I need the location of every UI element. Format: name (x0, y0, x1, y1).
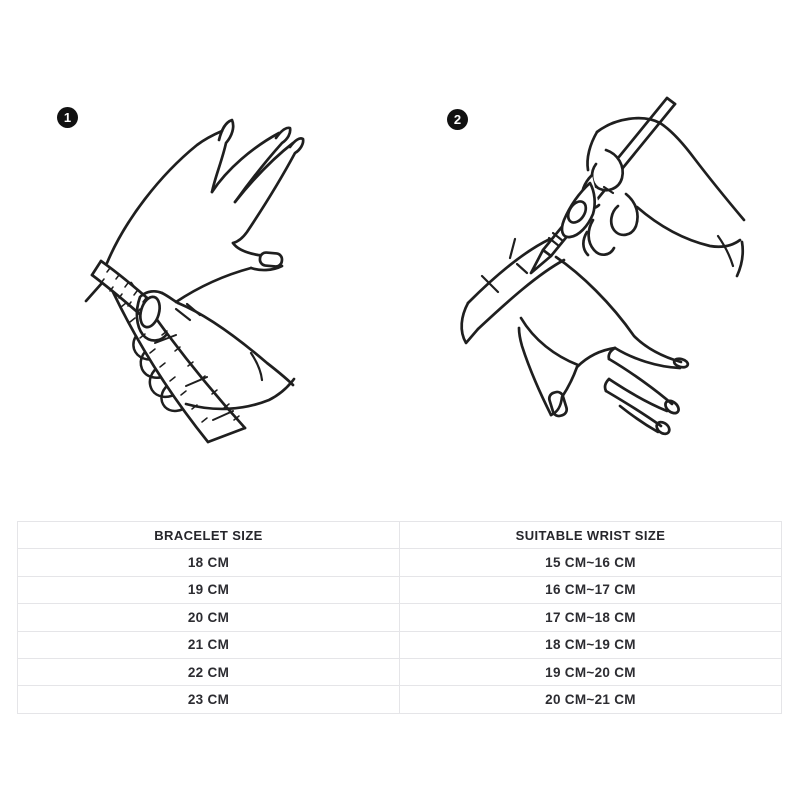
bracelet-size-cell: 23 CM (18, 686, 400, 713)
gripping-hand (562, 118, 744, 276)
step-2-number: 2 (453, 112, 462, 127)
measure-wrist-with-tape-illustration (55, 95, 375, 475)
table-header-bracelet-size: BRACELET SIZE (18, 522, 400, 549)
table-row (18, 604, 782, 631)
table-row (18, 549, 782, 576)
table-header-row (18, 522, 782, 549)
table-row (18, 658, 782, 685)
wrist-size-cell: 19 CM~20 CM (400, 658, 782, 685)
lower-hand (519, 257, 689, 436)
mark-tape-with-pen-illustration (430, 90, 770, 480)
bracelet-size-table (17, 521, 782, 714)
bracelet-size-cell: 21 CM (18, 631, 400, 658)
table-row (18, 686, 782, 713)
table-header-suitable-wrist-size: SUITABLE WRIST SIZE (400, 522, 782, 549)
wrist-size-cell: 16 CM~17 CM (400, 576, 782, 603)
wrist-size-cell: 20 CM~21 CM (400, 686, 782, 713)
bracelet-size-cell: 19 CM (18, 576, 400, 603)
table-row (18, 631, 782, 658)
measured-hand (107, 120, 303, 302)
middle-finger-nail (663, 398, 681, 415)
bracelet-size-cell: 18 CM (18, 549, 400, 576)
thumb-nail (259, 252, 282, 267)
table-row (18, 576, 782, 603)
wrist-size-cell: 15 CM~16 CM (400, 549, 782, 576)
wrist-size-cell: 17 CM~18 CM (400, 604, 782, 631)
bracelet-size-cell: 20 CM (18, 604, 400, 631)
wrist-size-cell: 18 CM~19 CM (400, 631, 782, 658)
step-1-number: 1 (63, 110, 72, 125)
bracelet-size-cell: 22 CM (18, 658, 400, 685)
